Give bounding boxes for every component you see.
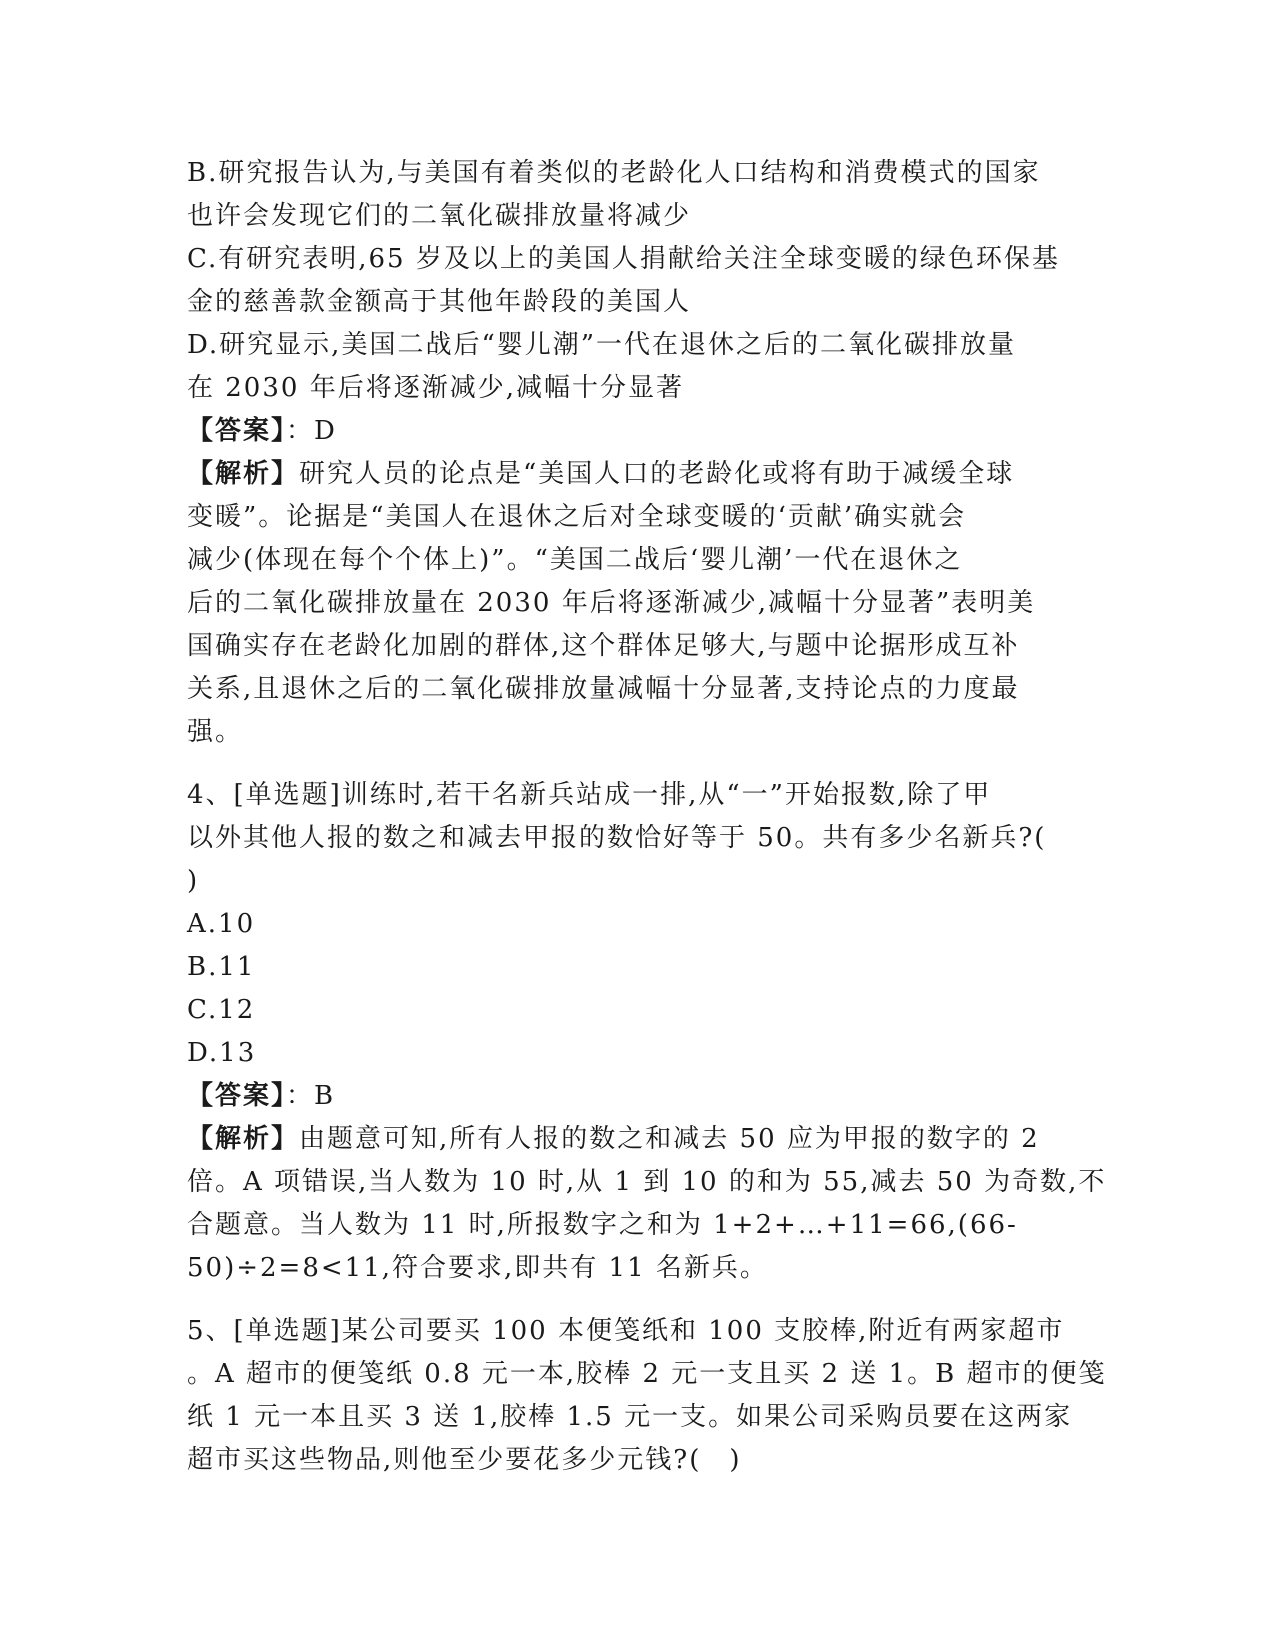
analysis-line: 国确实存在老龄化加剧的群体,这个群体足够大,与题中论据形成互补 [187,631,1020,661]
option-c-line: C.有研究表明,65 岁及以上的美国人捐献给关注全球变暖的绿色环保基 [187,244,1060,274]
option-d-line: 在 2030 年后将逐渐减少,减幅十分显著 [187,373,684,403]
q4-options [187,903,1087,1075]
q3-answer [187,410,1087,453]
analysis-line [187,453,1087,496]
stem-line: ) [187,866,200,896]
option-c [187,238,1087,324]
analysis-line: 减少(体现在每个个体上)”。“美国二战后‘婴儿潮’一代在退休之 [187,545,963,575]
stem-line: 超市买这些物品,则他至少要花多少元钱?( ) [187,1445,742,1475]
q3-analysis [187,453,1087,754]
option-b-line: B.研究报告认为,与美国有着类似的老龄化人口结构和消费模式的国家 [187,158,1041,188]
option-b [187,152,1087,238]
analysis-line: 倍。A 项错误,当人数为 10 时,从 1 到 10 的和为 55,减去 50 为奇数,不 [187,1167,1107,1197]
section-gap [187,754,1087,774]
document-content [187,152,1107,1482]
analysis-line [187,1118,1087,1161]
analysis-line: 后的二氧化碳排放量在 2030 年后将逐渐减少,减幅十分显著”表明美 [187,588,1036,618]
q4-analysis [187,1118,1107,1290]
answer-value: D [314,416,337,446]
analysis-line: 50)÷2=8<11,符合要求,即共有 11 名新兵。 [187,1253,768,1283]
analysis-label: 【解析】 [187,1124,300,1154]
option-b-line: 也许会发现它们的二氧化碳排放量将减少 [187,201,692,231]
q4-stem [187,774,1087,903]
answer-label: 【答案】 [187,416,287,446]
answer-separator: ： [286,1081,315,1111]
q4-answer [187,1075,1087,1118]
answer-value: B [314,1081,336,1111]
analysis-line: 变暖”。论据是“美国人在退休之后对全球变暖的‘贡献’确实就会 [187,502,967,532]
option-b: B.11 [187,952,256,982]
section-gap [187,1290,1087,1310]
stem-line: 纸 1 元一本且买 3 送 1,胶棒 1.5 元一支。如果公司采购员要在这两家 [187,1402,1073,1432]
analysis-line: 强。 [187,717,244,747]
analysis-text: 由题意可知,所有人报的数之和减去 50 应为甲报的数字的 2 [299,1124,1040,1154]
analysis-line: 关系,且退休之后的二氧化碳排放量减幅十分显著,支持论点的力度最 [187,674,1020,704]
stem-line: 4、[单选题]训练时,若干名新兵站成一排,从“一”开始报数,除了甲 [187,780,992,810]
q5-stem [187,1310,1107,1482]
stem-line: 。A 超市的便笺纸 0.8 元一本,胶棒 2 元一支且买 2 送 1。B 超市的便笺 [187,1359,1107,1389]
stem-line: 以外其他人报的数之和减去甲报的数恰好等于 50。共有多少名新兵?( [187,823,1047,853]
answer-label: 【答案】 [187,1081,287,1111]
option-d: D.13 [187,1038,257,1068]
stem-line: 5、[单选题]某公司要买 100 本便笺纸和 100 支胶棒,附近有两家超市 [187,1316,1065,1346]
analysis-line: 合题意。当人数为 11 时,所报数字之和为 1+2+…+11=66,(66- [187,1210,1018,1240]
option-d-line: D.研究显示,美国二战后“婴儿潮”一代在退休之后的二氧化碳排放量 [187,330,1017,360]
option-a: A.10 [187,909,256,939]
analysis-label: 【解析】 [187,459,300,489]
answer-separator: ： [286,416,315,446]
analysis-text: 研究人员的论点是“美国人口的老龄化或将有助于减缓全球 [299,459,1015,489]
option-c-line: 金的慈善款金额高于其他年龄段的美国人 [187,287,692,317]
option-c: C.12 [187,995,256,1025]
option-d [187,324,1087,410]
